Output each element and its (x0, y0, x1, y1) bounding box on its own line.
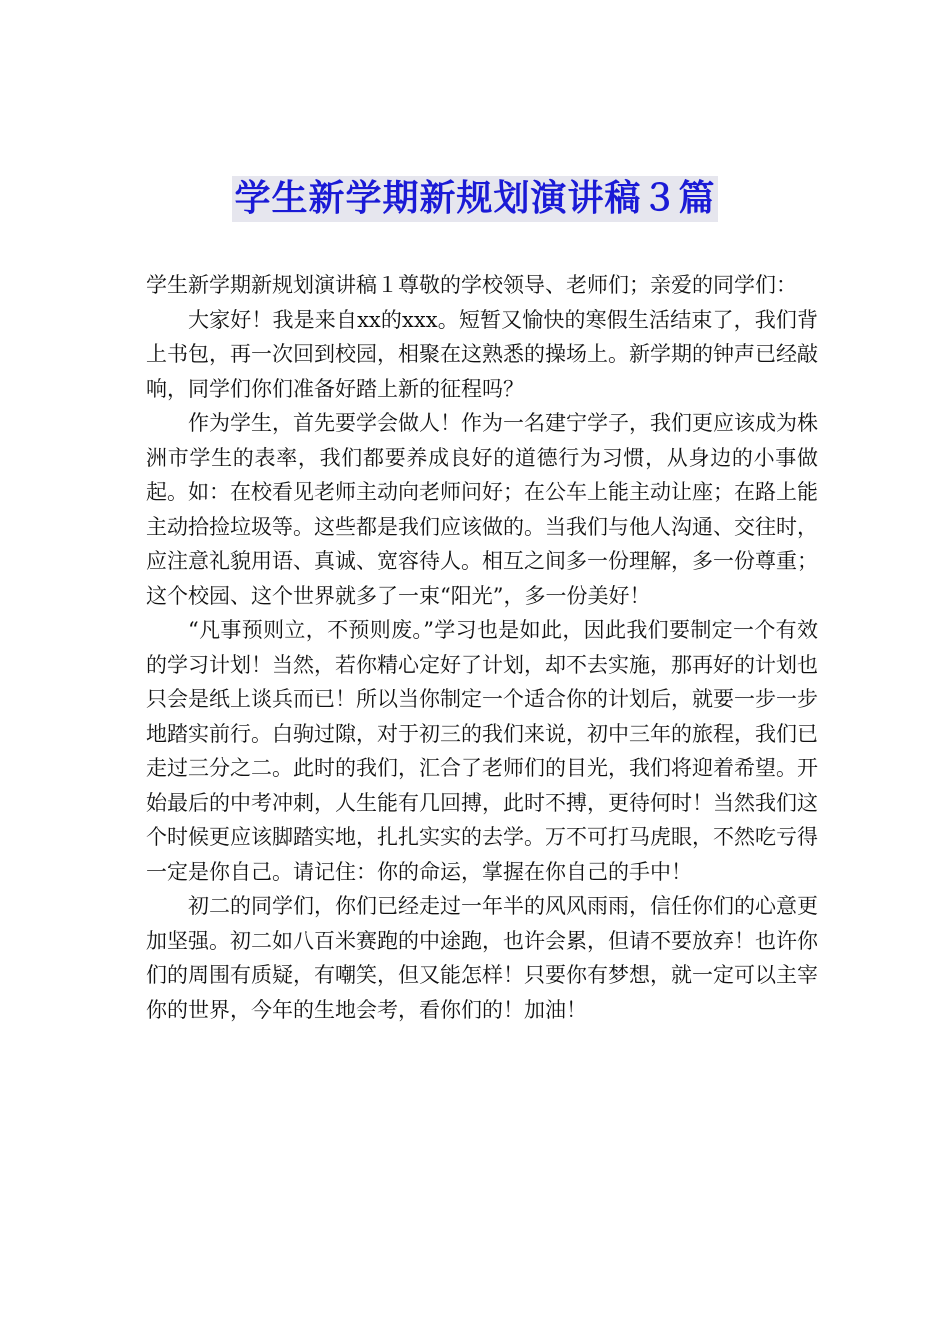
paragraph-study-plan: “凡事预则立，不预则废。”学习也是如此，因此我们要制定一个有效的学习计划！当然，若你精心定好了计划，却不去实施，那再好的计划也只会是纸上谈兵而已！所以当你制定一个适合你的计划后，就要一步一步地踏实前行。白驹过隙，对于初三的我们来说，初中三年的旅程，我们已走过三分之二。此时的我们，汇合了老师们的目光，我们将迎着希望。开始最后的中考冲刺，人生能有几回搏，此时不搏，更待何时！当然我们这个时候更应该脚踏实地，扎扎实实的去学。万不可打马虎眼，不然吃亏得一定是你自己。请记住：你的命运，掌握在你自己的手中！ (146, 618, 818, 884)
paragraph-behavior: 作为学生，首先要学会做人！作为一名建宁学子，我们更应该成为株洲市学生的表率，我们都要养成良好的道德行为习惯，从身边的小事做起。如：在校看见老师主动向老师问好；在公车上能主动让座；在路上能主动拾捡垃圾等。这些都是我们应该做的。当我们与他人沟通、交往时，应注意礼貌用语、真诚、宽容待人。相互之间多一份理解，多一份尊重；这个校园、这个世界就多了一束“阳光”，多一份美好！ (146, 411, 818, 608)
paragraph-greeting: 大家好！我是来自xx的xxx。短暂又愉快的寒假生活结束了，我们背上书包，再一次回到校园，相聚在这熟悉的操场上。新学期的钟声已经敲响，同学们你们准备好踏上新的征程吗？ (146, 307, 818, 401)
document-title (0, 176, 950, 222)
document-body (146, 268, 818, 1027)
paragraph-grade-two: 初二的同学们，你们已经走过一年半的风风雨雨，信任你们的心意更加坚强。初二如八百米赛跑的中途跑，也许会累，但请不要放弃！也许你们的周围有质疑，有嘲笑，但又能怎样！只要你有梦想，就一定可以主宰你的世界，今年的生地会考，看你们的！加油！ (146, 894, 818, 1022)
document-title-text: 学生新学期新规划演讲稿３篇 (232, 176, 717, 222)
paragraph-intro: 学生新学期新规划演讲稿１尊敬的学校领导、老师们；亲爱的同学们： (146, 273, 797, 297)
